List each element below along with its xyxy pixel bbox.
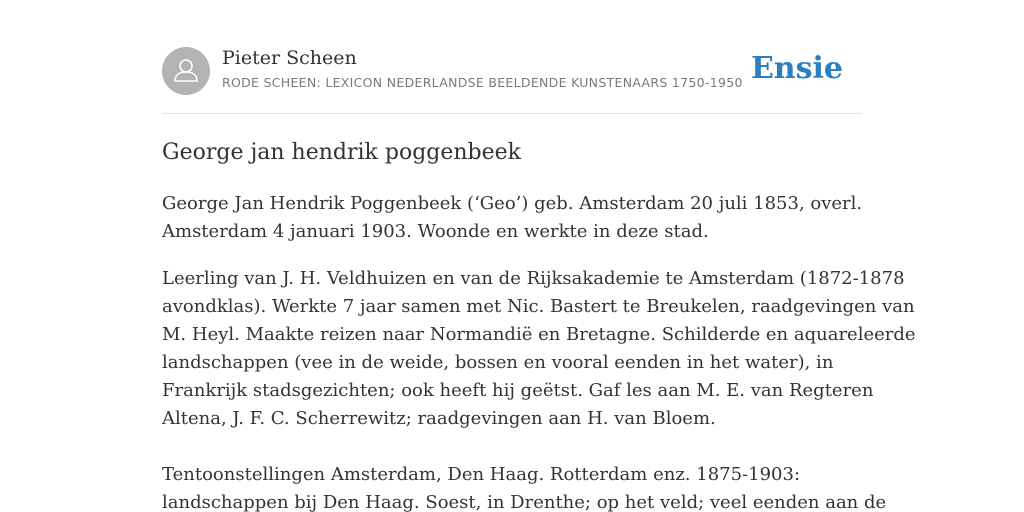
source-title[interactable]: RODE SCHEEN: LEXICON NEDERLANDSE BEELDENDE KUNSTENAARS 1750-1950 <box>222 75 743 90</box>
paragraph-line: Amsterdam 4 januari 1903. Woonde en werkte in deze stad. <box>162 221 709 242</box>
article-paragraph-intro <box>162 190 862 246</box>
paragraph-line: Tentoonstellingen Amsterdam, Den Haag. Rotterdam enz. 1875-1903: <box>162 464 801 485</box>
header-divider <box>162 113 862 114</box>
paragraph-line: Leerling van J. H. Veldhuizen en van de Rijksakademie te Amsterdam (1872-1878 <box>162 268 905 289</box>
paragraph-line: George Jan Hendrik Poggenbeek (‘Geo’) geb. Amsterdam 20 juli 1853, overl. <box>162 193 863 214</box>
article-page <box>162 0 916 512</box>
article-header <box>162 47 862 113</box>
paragraph-line: Frankrijk stadsgezichten; ook heeft hij geëtst. Gaf les aan M. E. van Regteren <box>162 380 874 401</box>
ensie-logo[interactable]: Ensie <box>750 51 843 86</box>
author-avatar[interactable] <box>162 47 210 95</box>
paragraph-line: M. Heyl. Maakte reizen naar Normandië en Bretagne. Schilderde en aquareleerde <box>162 324 916 345</box>
paragraph-line: landschappen (vee in de weide, bossen en vooral eenden in het water), in <box>162 352 834 373</box>
article-paragraph-exhibitions <box>162 461 887 512</box>
paragraph-line: avondklas). Werkte 7 jaar samen met Nic. Bastert te Breukelen, raadgevingen van <box>162 296 915 317</box>
article-paragraph-biography <box>162 265 916 433</box>
user-silhouette-icon <box>162 47 210 95</box>
paragraph-line: Altena, J. F. C. Scherrewitz; raadgevingen aan H. van Bloem. <box>162 408 716 429</box>
paragraph-line: landschappen bij Den Haag. Soest, in Drenthe; op het veld; veel eenden aan de <box>162 492 887 512</box>
author-name[interactable]: Pieter Scheen <box>222 47 357 69</box>
article-title: George jan hendrik poggenbeek <box>162 140 522 165</box>
